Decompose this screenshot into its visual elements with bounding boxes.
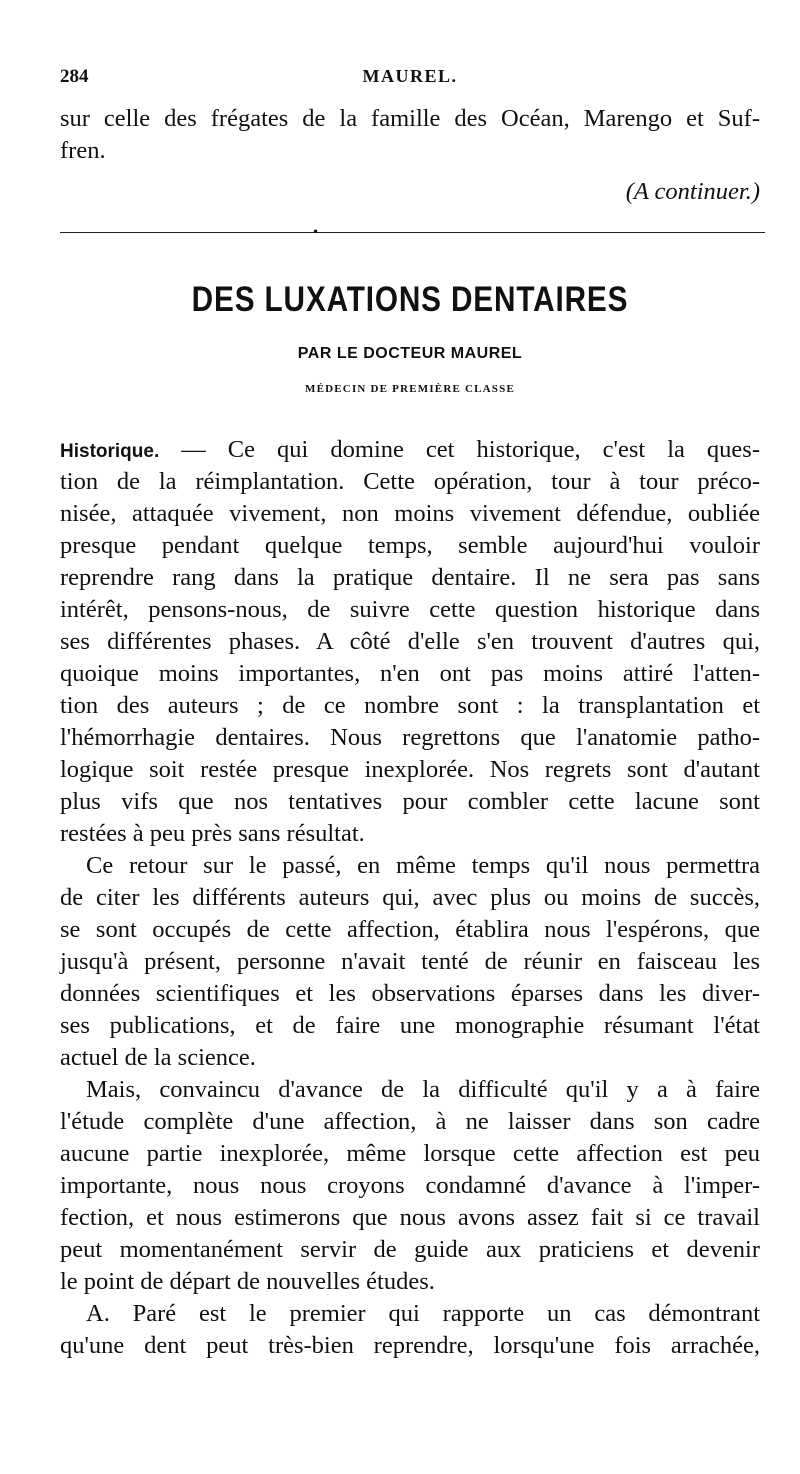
divider-dot: • bbox=[312, 225, 320, 239]
body-line: nisée, attaquée vivement, non moins vivement défendue, oubliée bbox=[60, 500, 760, 527]
continuation-note: (A continuer.) bbox=[625, 178, 760, 205]
body-line: importante, nous nous croyons condamné d'avance à l'imper- bbox=[60, 1172, 760, 1199]
body-line: restées à peu près sans résultat. bbox=[60, 820, 365, 847]
body-line: de citer les différents auteurs qui, avec plus ou moins de succès, bbox=[60, 884, 760, 911]
body-line: ses publications, et de faire une monographie résumant l'état bbox=[60, 1012, 760, 1039]
body-line: qu'une dent peut très-bien reprendre, lorsqu'une fois arrachée, bbox=[60, 1332, 760, 1359]
body-line: quoique moins importantes, n'en ont pas moins attiré l'atten- bbox=[60, 660, 760, 687]
body-line: Ce retour sur le passé, en même temps qu'il nous permettra bbox=[86, 852, 760, 879]
body-line: presque pendant quelque temps, semble aujourd'hui vouloir bbox=[60, 532, 760, 559]
body-line: tion des auteurs ; de ce nombre sont : la transplantation et bbox=[60, 692, 760, 719]
body-line: peut momentanément servir de guide aux praticiens et devenir bbox=[60, 1236, 760, 1263]
author-rank: MÉDECIN DE PREMIÈRE CLASSE bbox=[305, 383, 515, 395]
body-line: ses différentes phases. A côté d'elle s'en trouvent d'autres qui, bbox=[60, 628, 760, 655]
body-line: l'hémorrhagie dentaires. Nous regrettons que l'anatomie patho- bbox=[60, 724, 760, 751]
body-line: tion de la réimplantation. Cette opération, tour à tour préco- bbox=[60, 468, 760, 495]
intro-line-1: sur celle des frégates de la famille des Océan, Marengo et Suf- bbox=[60, 105, 760, 132]
body-line: le point de départ de nouvelles études. bbox=[60, 1268, 435, 1295]
body-line bbox=[60, 434, 760, 468]
body-line: données scientifiques et les observations éparses dans les diver- bbox=[60, 980, 760, 1007]
running-head: MAUREL. bbox=[362, 66, 458, 86]
body-line: Mais, convaincu d'avance de la difficulté qu'il y a à faire bbox=[86, 1076, 760, 1103]
body-line: reprendre rang dans la pratique dentaire. Il ne sera pas sans bbox=[60, 564, 760, 591]
body-line: l'étude complète d'une affection, à ne laisser dans son cadre bbox=[60, 1108, 760, 1135]
body-line: se sont occupés de cette affection, établira nous l'espérons, que bbox=[60, 916, 760, 943]
intro-line-2: fren. bbox=[60, 137, 106, 164]
page-number: 284 bbox=[60, 66, 89, 87]
body-line-text: — Ce qui domine cet historique, c'est la ques- bbox=[159, 436, 760, 463]
body-line: A. Paré est le premier qui rapporte un cas démontrant bbox=[86, 1300, 760, 1327]
body-line: actuel de la science. bbox=[60, 1044, 256, 1071]
section-lead: Historique. bbox=[60, 441, 160, 462]
body-line: logique soit restée presque inexplorée. Nos regrets sont d'autant bbox=[60, 756, 760, 783]
body-line: fection, et nous estimerons que nous avons assez fait si ce travail bbox=[60, 1204, 760, 1231]
page-header bbox=[60, 66, 760, 90]
body-line: aucune partie inexplorée, même lorsque cette affection est peu bbox=[60, 1140, 760, 1167]
body-line: jusqu'à présent, personne n'avait tenté de réunir en faisceau les bbox=[60, 948, 760, 975]
body-line: plus vifs que nos tentatives pour combler cette lacune sont bbox=[60, 788, 760, 815]
article-title: DES LUXATIONS DENTAIRES bbox=[191, 280, 629, 319]
section-divider bbox=[60, 232, 765, 233]
body-line: intérêt, pensons-nous, de suivre cette question historique dans bbox=[60, 596, 760, 623]
article-author: PAR LE DOCTEUR MAUREL bbox=[297, 345, 523, 362]
